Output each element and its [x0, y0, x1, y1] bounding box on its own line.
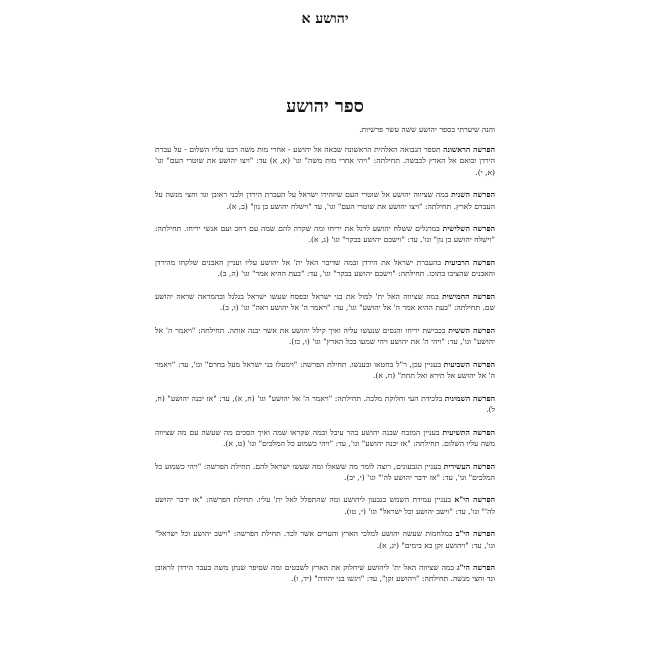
section-text: במה שציווה יהושע אל שוטרי העם שיזהירו ישראל על העברת הירדן ולבני ראובן וגד וחצי מנשה על העברם לארץ. תחילתה: "ויצו יהושע את שוטרי העם" וגו', עד "וישלח יהושע בן נון" (ב, א). — [155, 190, 495, 211]
section-heading: הפרשה השביעית — [443, 359, 495, 369]
book-title: ספר יהושע — [286, 96, 364, 117]
section-text: בעניין עכן, ר"ל בחטאו ובענשו. תחילת הפרשה: "וימעלו בני ישראל מעל בחרם" וגו', עד: "ויאמר ה' אל יהושע אל תירא ואל תחת" (ח, א). — [155, 359, 495, 381]
section-paragraph — [155, 144, 495, 178]
section-paragraph — [155, 325, 495, 347]
section-paragraph — [155, 189, 495, 211]
section-text: בהעברת ישראל את הירדן ובמה שדיבר האל ית' אל יהושע עליו ועניין האבנים שלקחו מהירדן והאבנים שהציבו בתוכו. תחילתה: "וישכם יהושע בבקר" וגו', עד: "בעת ההיא אמר" וגו' (ה, ב). — [155, 258, 495, 279]
section-text: במרגלים ששלח יהושע לרגל את יריחו ומה שקרה להם שמה עם רחב ועם אנשי יריחו. תחילתה: "וישלח יהושע בן נון" וגו', עד: "וישכם יהושע בבקר" וגו' (ג, א). — [155, 224, 495, 245]
section-heading: הפרשה החמישית — [442, 292, 495, 302]
section-paragraph — [155, 528, 495, 550]
section-paragraph — [155, 257, 495, 279]
section-heading: הפרשה הראשונה — [443, 145, 495, 155]
running-header: יהושע א — [301, 11, 349, 27]
section-text: במה שציווה האל ית' ליהושע שיחלוק את הארץ לשבטים ומה שסיפר שנתן משה בעבר הירדן לראובן וגד וחצי מנשה. תחילתה: "ויהושע זקן", עד: "ויגשו בני יהודה" (יד, ו). — [155, 563, 495, 584]
section-text: במה שציווה האל ית' למול את בני ישראל ובפסח שעשו ישראל בגלגל ובהמראה שראה יהושע שם. תחילתה: "בעת ההיא אמר ה' אל יהושע" וגו', עד: "ויאמר ה' אל יהושע ראה" וגו' (ו, ב). — [155, 292, 495, 313]
section-paragraph — [155, 427, 495, 449]
section-paragraph — [155, 494, 495, 516]
section-paragraph — [155, 461, 495, 483]
section-paragraph — [155, 223, 495, 245]
section-heading: הפרשה הי"ב — [455, 529, 496, 539]
section-heading: הפרשה השלישית — [442, 224, 495, 234]
intro-paragraph: והנה שיערתי בספר יהושע ששה עשר פרשיות. — [359, 125, 495, 134]
section-paragraph — [155, 393, 495, 415]
section-heading: הפרשה התשיעית — [442, 427, 495, 437]
section-heading: הפרשה הי"א — [454, 495, 496, 505]
section-heading: הפרשה השנית — [451, 190, 495, 200]
section-heading: הפרשה העשירית — [443, 461, 495, 471]
section-text: בכבישת יריחו והנסים שנעשו עליה ואיך קילל יהושע את אשר יבנה אותה. תחילתה: "ויאמר ה' אל יהושע" וגו', עד: "ויהי ה' את יהושע ויהי שמעו בכל הארץ" וגו' (ו, כז). — [155, 325, 495, 347]
section-text: בלכידת העי וחלוקת מלכה. תחילתה: "ויאמר ה' אל יהושע" וגו' (ח, א), עד: "אז יבנה יהושע" (ח, ל). — [155, 393, 495, 414]
section-text: בעניין המזבח שבנה יהושע בהר עיבל ובמה שקראו שמה ואיך הסכים מה שעשה עם מה שציווה משה עליו השלום. תחילתה: "אז יבנה יהושע" וגו', עד: "ויהי כשמוע כל המלכים" וגו' (ט, א). — [155, 427, 495, 448]
section-heading: הפרשה הי"ג — [457, 563, 495, 573]
section-paragraph — [155, 562, 495, 584]
section-heading: הפרשה הששית — [448, 325, 495, 335]
document-body — [155, 124, 495, 596]
section-heading: הפרשה השמינית — [444, 393, 496, 403]
section-text: בעניין הגבעונים, רוצה לומר מה ששאלו ומה שעשו ישראל להם. תחילת הפרשה: "ויהי כשמוע כל המלכים" וגו', עד: "אז ידבר יהושע לה'" וגו' (י, יב). — [155, 461, 495, 482]
section-text: תספר הנבואה האלהית הראשונה שבאה אל יהושע - אחרי מות משה רבנו עליו השלום - על עברת הירדן ובואם אל הארץ לכבשה. תחילתה: "ויהי אחרי מות משה" וגו' (א, א) עד: "ויצו יהושע את שוטרי העם" וגו' (א, י). — [155, 145, 495, 177]
section-text: במלחמות שעשה יהושע למלכי הארץ והערים אשר לכד. תחילת הפרשה: "וישב יהושע וכל ישראל" וגו', עד: "ויהושע זקן בא בימים" (יג, א). — [155, 529, 495, 550]
section-paragraph — [155, 291, 495, 313]
section-paragraph — [155, 359, 495, 381]
section-text: בעניין עמידת השמש בגבעון ליהושע ומה שהתפלל לאל ית' עליו. תחילת הפרשה: "אז ידבר יהושע לה'" וגו', עד: "וישב יהושע וכל ישראל" וגו' (י, טו). — [155, 495, 495, 516]
section-heading: הפרשה הרביעית — [444, 258, 495, 268]
